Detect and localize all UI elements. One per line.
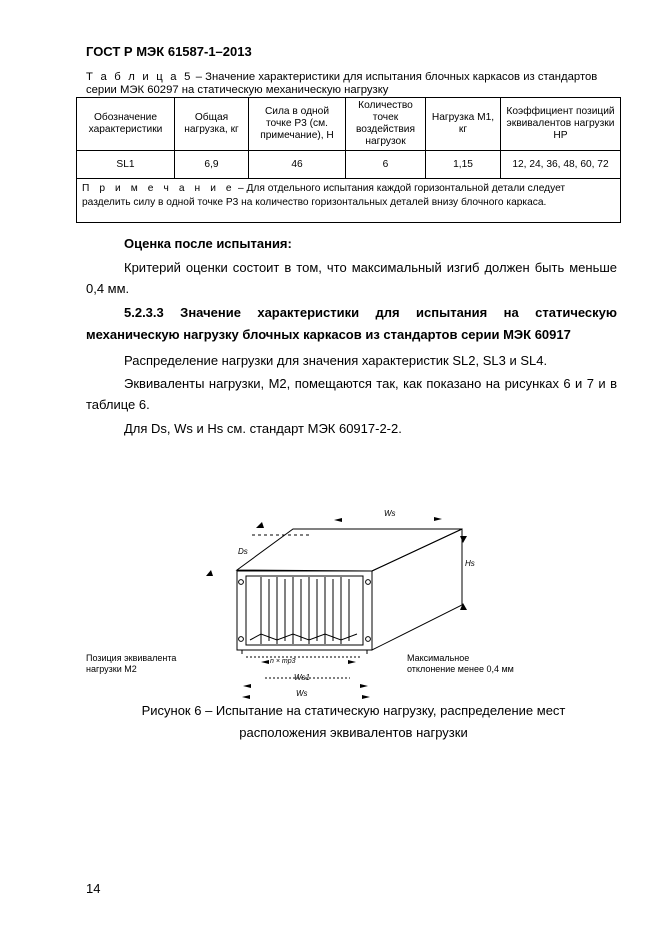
column-header: Обозначение характеристики — [77, 98, 175, 151]
paragraph-load-distribution: Распределение нагрузки для значения характеристик SL2, SL3 и SL4. — [124, 353, 548, 368]
table-cell: 1,15 — [426, 151, 501, 179]
table-caption-label: Т а б л и ц а 5 — [86, 71, 193, 83]
table-cell: 12, 24, 36, 48, 60, 72 — [501, 151, 621, 179]
document-header: ГОСТ Р МЭК 61587-1–2013 — [86, 44, 252, 59]
evaluation-text: Критерий оценки состоит в том, что максимальный изгиб должен быть меньше 0,4 мм. — [86, 260, 617, 296]
label-ws-top: Ws — [384, 509, 396, 518]
mounting-hole — [239, 637, 244, 642]
section-heading: 5.2.3.3 Значение характеристики для испытания на статическую механическую нагрузку блочных каркасов из стандартов серии МЭК 60917 — [86, 305, 617, 342]
label-ds: Ds — [238, 547, 248, 556]
figure-caption-line1: Рисунок 6 – Испытание на статическую нагрузку, распределение мест — [141, 703, 566, 718]
label-load-position — [86, 653, 176, 675]
subrack-side-face — [372, 529, 462, 650]
characteristics-table — [76, 97, 621, 223]
table-header-row — [77, 98, 621, 151]
paragraph-dimensions-reference: Для Ds, Ws и Hs см. стандарт МЭК 60917-2-2. — [124, 421, 402, 436]
page-number: 14 — [86, 881, 101, 896]
label-ws-bottom: Ws — [296, 689, 308, 698]
column-header: Сила в одной точке Р3 (см. примечание), Н — [249, 98, 346, 151]
evaluation-heading: Оценка после испытания: — [124, 236, 292, 251]
label-max-deflection-line2: отклонение менее 0,4 мм — [407, 664, 514, 674]
label-hs: Hs — [465, 559, 475, 568]
note-label: П р и м е ч а н и е — [82, 183, 236, 194]
table-cell: SL1 — [77, 151, 175, 179]
column-header: Коэффициент позиций эквивалентов нагрузки HP — [501, 98, 621, 151]
label-max-deflection-line1: Максимальное — [407, 653, 470, 663]
table-cell: 6 — [346, 151, 426, 179]
table-cell: 46 — [249, 151, 346, 179]
label-load-position-line2: нагрузки М2 — [86, 664, 137, 674]
table-caption — [86, 71, 621, 97]
module-slots — [250, 577, 357, 644]
column-header: Нагрузка М1, кг — [426, 98, 501, 151]
mounting-hole — [239, 580, 244, 585]
table-caption-text: – Значение характеристики для испытания блочных каркасов из стандартов серии МЭК 60297 на статическую механическую нагрузку — [86, 71, 598, 96]
label-ws1: Ws1 — [294, 673, 310, 682]
mounting-hole — [366, 637, 371, 642]
table-note-row — [77, 179, 621, 223]
column-header: Общая нагрузка, кг — [175, 98, 249, 151]
table-row — [77, 151, 621, 179]
paragraph-load-equivalents: Эквиваленты нагрузки, М2, помещаются так, как показано на рисунках 6 и 7 и в таблице 6. — [86, 376, 617, 412]
note-text: – Для отдельного испытания каждой горизонтальной детали следует разделить силу в одной точке Р3 на количество горизонтальных деталей внизу блочного каркаса. — [82, 183, 566, 208]
label-load-position-line1: Позиция эквивалента — [86, 653, 177, 663]
table-cell: 6,9 — [175, 151, 249, 179]
mounting-hole — [366, 580, 371, 585]
label-max-deflection — [407, 653, 514, 675]
label-pitch: n × mp3 — [270, 658, 296, 665]
column-header: Количество точек воздействия нагрузок — [346, 98, 426, 151]
figure-caption-line2: расположения эквивалентов нагрузки — [239, 725, 468, 740]
table-note — [77, 179, 621, 223]
